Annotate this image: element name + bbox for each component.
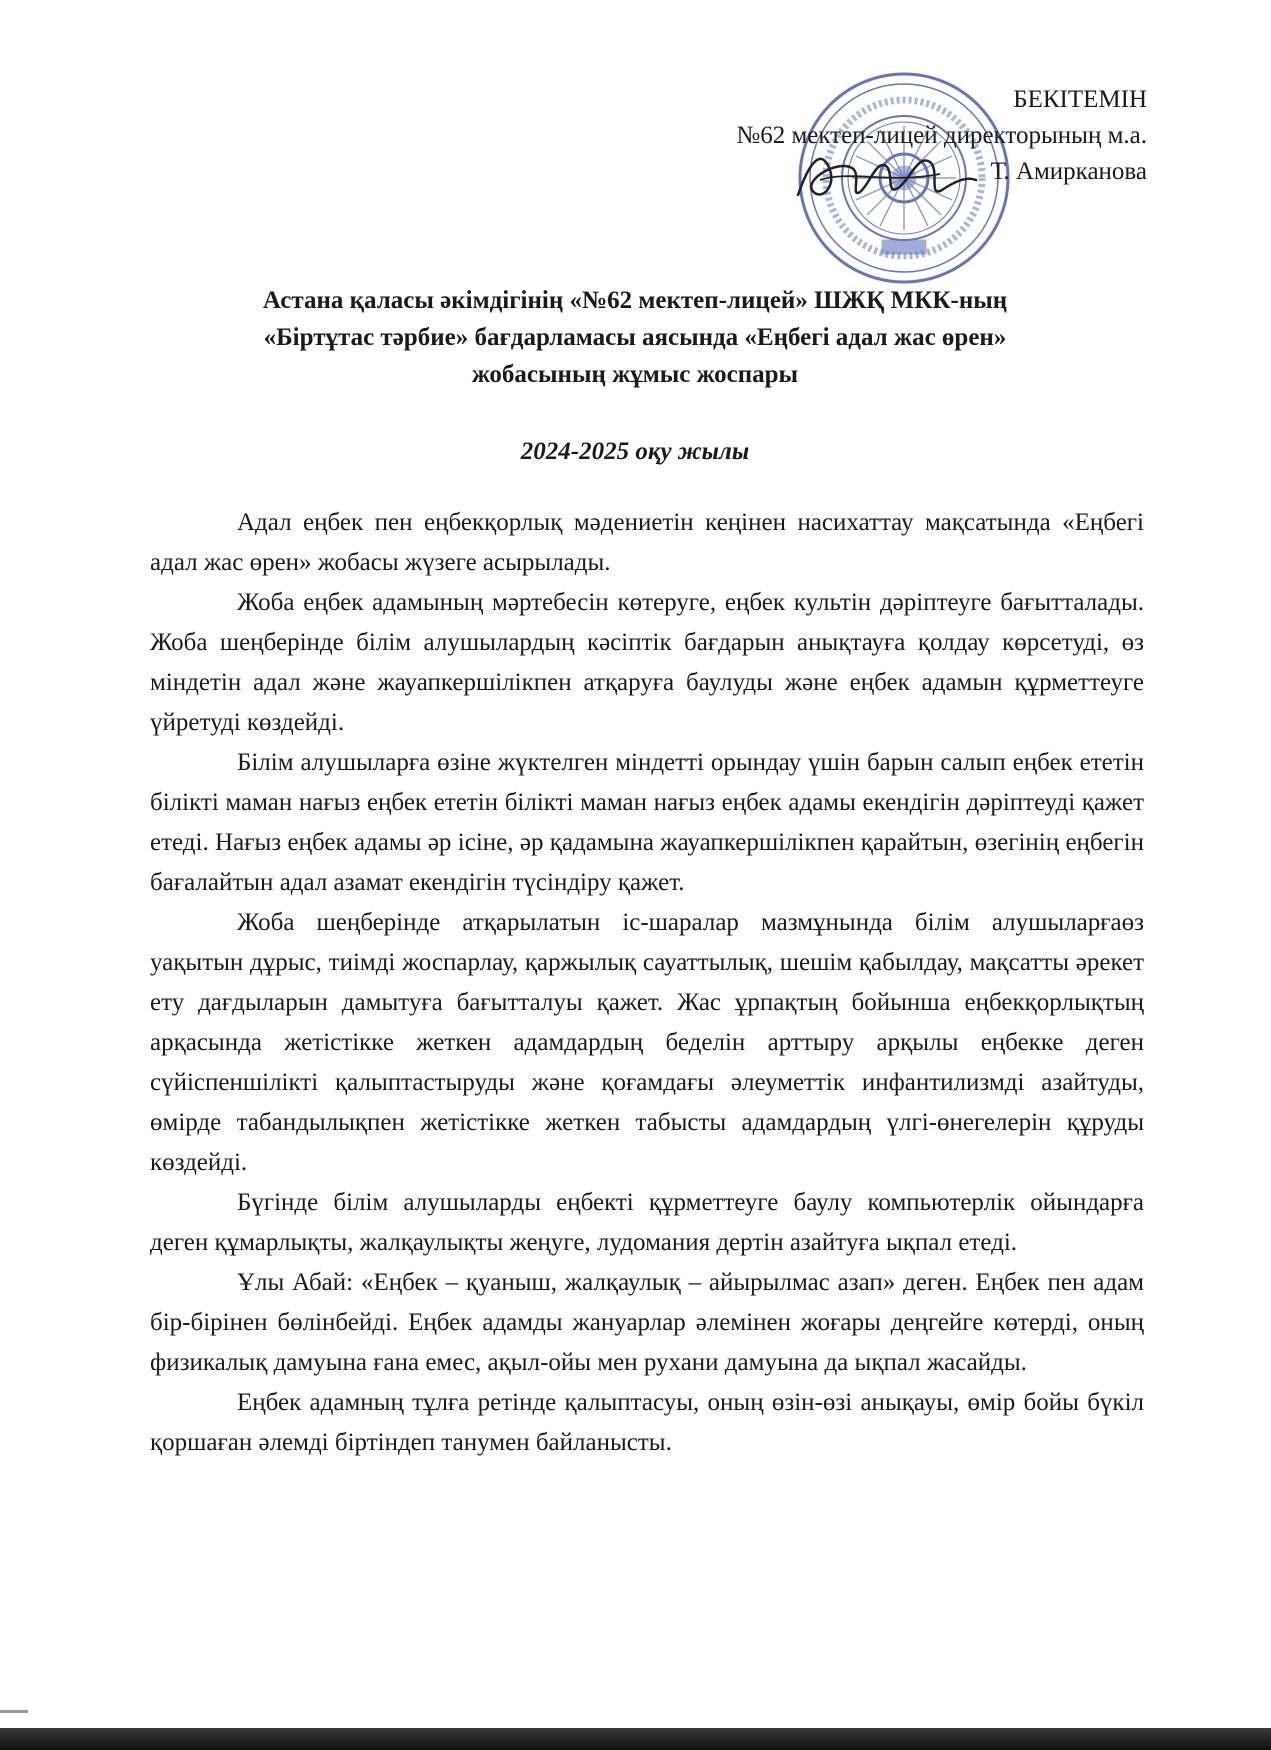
scan-edge-mark [0,1710,28,1713]
approval-block [736,82,1147,190]
scan-bottom-edge [0,1728,1271,1750]
body-paragraph: Жоба еңбек адамының мәртебесін көтеруге, еңбек культін дәріптеуге бағытталады. Жоба шеңберінде білім алушылардың кәсіптік бағдарын анықтауға қолдау көрсетуді, өз міндетін адал және жауапкершілікпен атқаруға баулуды және еңбек адамын құрметтеуге үйретуді көздейді. [150,589,1144,736]
title-line: «Біртұтас тәрбие» бағдарламасы аясында «Еңбегі адал жас өрен» [263,324,1007,351]
approval-heading: БЕКІТЕМІН [1013,86,1147,113]
body-paragraph: Жоба шеңберінде атқарылатын іс-шаралар мазмұнында білім алушыларғаөз уақытын дұрыс, тиімді жоспарлау, қаржылық сауаттылық, шешім қабылдау, мақсатты әрекет ету дағдыларын дамытуға бағытталуы қажет. Жас ұрпақтың бойынша еңбекқорлықтың арқасында жетістікке жеткен адамдардың беделін арттыру арқылы еңбекке деген сүйіспеншілікті қалыптастыруды және қоғамдағы әлеуметтік инфантилизмді азайтуды, өмірде табандылықпен жетістікке жеткен табысты адамдардың үлгі-өнегелерін құруды көздейді. [150,909,1144,1176]
document-body [150,503,1144,1463]
approver-position: №62 мектеп-лицей директорының м.а. [736,122,1147,149]
document-title [150,282,1120,393]
approver-name: Т. Амирканова [990,158,1147,185]
title-line: жобасының жұмыс жоспары [471,361,799,388]
body-paragraph: Бүгінде білім алушыларды еңбекті құрметтеуге баулу компьютерлік ойындарға деген құмарлықты, жалқаулықты жеңуге, лудомания дертін азайтуға ықпал етеді. [150,1189,1144,1256]
body-paragraph: Адал еңбек пен еңбекқорлық мәдениетін кеңінен насихаттау мақсатында «Еңбегі адал жас өрен» жобасы жүзеге асырылады. [150,509,1144,576]
title-line: Астана қаласы әкімдігінің «№62 мектеп-лицей» ШЖҚ МКК-ның [262,287,1008,314]
body-paragraph: Еңбек адамның тұлға ретінде қалыптасуы, оның өзін-өзі анықауы, өмір бойы бүкіл қоршаған әлемді біртіндеп танумен байланысты. [150,1389,1144,1456]
academic-year: 2024-2025 оқу жылы [520,438,750,465]
body-paragraph: Білім алушыларға өзіне жүктелген міндетті орындау үшін барын салып еңбек ететін білікті маман нағыз еңбек ететін білікті маман нағыз еңбек адамы екендігін дәріптеуді қажет етеді. Нағыз еңбек адамы әр ісіне, әр қадамына жауапкершілікпен қарайтын, өзегінің еңбегін бағалайтын адал азамат екендігін түсіндіру қажет. [150,749,1144,896]
body-paragraph: Ұлы Абай: «Еңбек – қуаныш, жалқаулық – айырылмас азап» деген. Еңбек пен адам бір-бірінен бөлінбейді. Еңбек адамды жануарлар әлемінен жоғары деңгейге көтерді, оның физикалық дамуына ғана емес, ақыл-ойы мен рухани дамуына да ықпал жасайды. [150,1269,1144,1376]
